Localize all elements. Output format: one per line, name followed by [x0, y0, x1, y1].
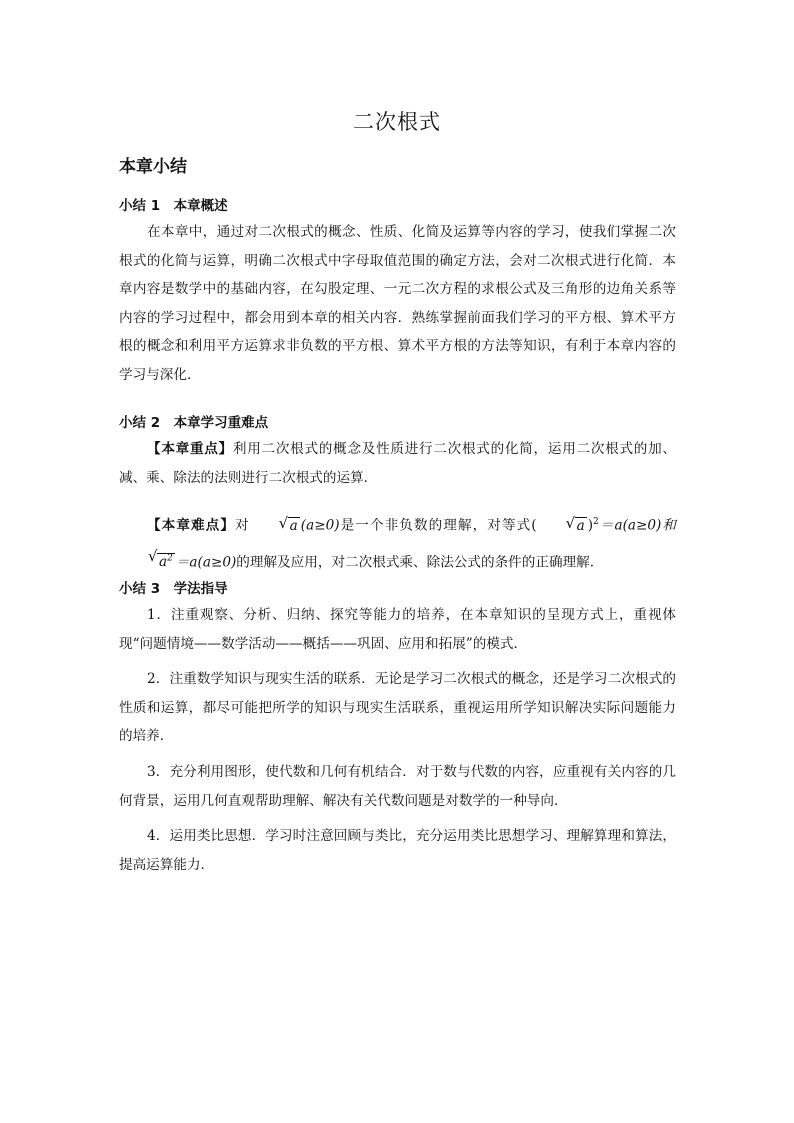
difficult-points-tag: 【本章难点】: [147, 517, 235, 534]
study-guide-item-3: 3．充分利用图形，使代数和几何有机结合．对于数与代数的内容，应重视有关内容的几何背景，运用几何直观帮助理解、解决有关代数问题是对数学的一种导向．: [119, 764, 676, 809]
study-guide-item-4: 4．运用类比思想．学习时注意回顾与类比，充分运用类比思想学习、理解算理和算法，提高运算能力．: [119, 828, 676, 873]
key-points-tag: 【本章重点】: [147, 441, 233, 457]
radical-sign-icon: √: [278, 513, 289, 532]
section-2-heading: 小结 2 本章学习重难点: [119, 415, 269, 431]
difficult-text-2: 是一个非负数的理解，对等式(: [339, 517, 537, 534]
difficult-text-3: 的理解及应用，对二次根式乘、除法公式的条件的正确理解．: [236, 554, 604, 571]
sqrt-a2-exponent: 2: [167, 553, 173, 564]
document-title: 二次根式: [353, 110, 441, 134]
sqrt-a-squared-expression: [538, 510, 587, 543]
radical-sign-icon: √: [565, 513, 576, 532]
difficult-points-paragraph: [119, 506, 676, 579]
key-points-paragraph: [119, 435, 676, 492]
sqrt-a2-expression: [120, 543, 175, 580]
equation-1: ＝a(a≥0)和: [598, 517, 677, 534]
square-exponent: 2: [593, 517, 599, 527]
sqrt-a-expression: [251, 510, 300, 543]
sqrt-a-radicand-2: a: [576, 517, 585, 534]
close-paren: ): [587, 517, 594, 534]
section-1-heading: 小结 1 本章概述: [119, 198, 228, 214]
study-guide-item-2: 2．注重数学知识与现实生活的联系．无论是学习二次根式的概念，还是学习二次根式的性质和运算，都尽可能把所学的知识与现实生活联系，重视运用所学知识解决实际问题能力的培养．: [119, 671, 676, 744]
equation-2: ＝a(a≥0): [175, 554, 237, 571]
difficult-text-1: 对: [235, 517, 250, 534]
study-guide-item-1: 1．注重观察、分析、归纳、探究等能力的培养，在本章知识的呈现方式上，重视体现“问题情境——数学活动——概括——巩固、应用和拓展”的模式．: [119, 607, 676, 652]
condition-1: (a≥0): [300, 517, 340, 534]
section-1-paragraph: 在本章中，通过对二次根式的概念、性质、化简及运算等内容的学习，使我们掌握二次根式的化简与运算，明确二次根式中字母取值范围的确定方法，会对二次根式进行化简．本章内容是数学中的基础内容，在勾股定理、一元二次方程的求根公式及三角形的边角关系等内容的学习过程中，都会用到本章的相关内容．熟练掌握前面我们学习的平方根、算术平方根的概念和利用平方运算求非负数的平方根、算术平方根的方法等知识，有利于本章内容的学习与深化．: [119, 224, 676, 383]
sqrt-a-radicand: a: [289, 517, 298, 534]
sqrt-a2-base: a: [159, 554, 168, 571]
key-points-text: 利用二次根式的概念及性质进行二次根式的化简，运用二次根式的加、减、乘、除法的法则进行二次根式的运算．: [119, 441, 677, 486]
section-3-heading: 小结 3 学法指导: [119, 581, 228, 597]
radical-sign-icon: √: [148, 546, 158, 565]
sqrt-a2-radicand: [157, 553, 175, 570]
chapter-heading: 本章小结: [119, 157, 187, 177]
